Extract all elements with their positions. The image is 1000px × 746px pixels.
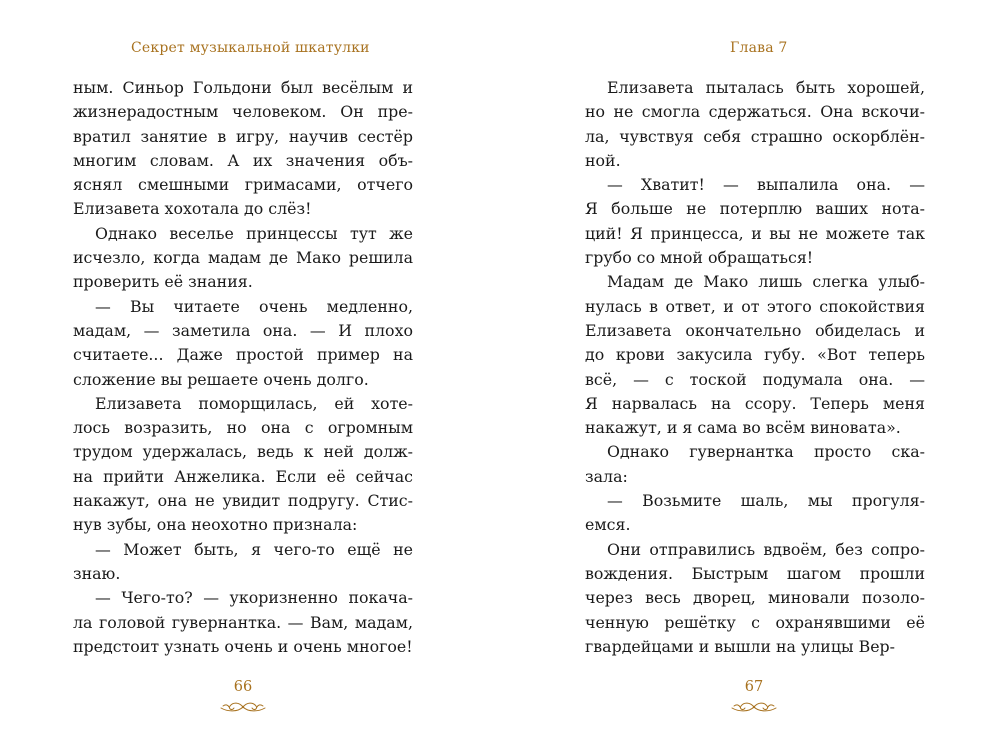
text-line: Елизавета окончательно обиделась и (585, 320, 925, 340)
text-line: всё, — с тоской подумала она. — (585, 369, 925, 389)
text-line: Однако веселье принцессы тут же (95, 223, 413, 243)
text-line: многим словам. А их значения объ- (73, 150, 413, 170)
text-line: Мадам де Мако лишь слегка улыб- (607, 272, 925, 292)
text-line: яснял смешными гримасами, отчего (73, 175, 413, 195)
text-line: знаю. (73, 563, 121, 583)
text-line: — Чего-то? — укоризненно покача- (95, 588, 413, 608)
text-line: грубо со мной обращаться! (585, 248, 814, 268)
text-line: считаете... Даже простой пример на (73, 345, 413, 365)
text-line: лось возразить, но она с огромным (73, 418, 413, 438)
flourish-ornament-icon (218, 700, 268, 714)
left-page-text (73, 76, 413, 659)
text-line: емся. (585, 515, 631, 535)
text-line: вождения. Быстрым шагом прошли (585, 563, 925, 583)
right-page-text (585, 76, 925, 659)
text-line: — Может быть, я чего-то ещё не (95, 539, 413, 559)
text-line: — Вы читаете очень медленно, (95, 296, 413, 316)
text-line: Однако гувернантка просто ска- (607, 442, 925, 462)
text-line: — Хватит! — выпалила она. — (607, 175, 925, 195)
text-line: гвардейцами и вышли на улицы Вер- (585, 636, 895, 656)
text-line: Я больше не потерплю ваших нота- (585, 199, 925, 219)
text-line: нулась в ответ, и от этого спокойствия (585, 296, 925, 316)
text-line: но не смогла сдержаться. Она вскочи- (585, 102, 925, 122)
text-line: на прийти Анжелика. Если её сейчас (73, 466, 413, 486)
text-line: Елизавета поморщилась, ей хоте- (95, 393, 413, 413)
text-line: накажут, она не увидит подругу. Стис- (73, 491, 413, 511)
page-number-left: 66 (233, 679, 253, 695)
text-line: исчезло, когда мадам де Мако решила (73, 248, 413, 268)
text-line: сложение вы решаете очень долго. (73, 369, 369, 389)
text-line: предстоит узнать очень и очень многое! (73, 636, 413, 656)
text-line: жизнерадостным человеком. Он пре- (73, 102, 413, 122)
text-line: ций! Я принцесса, и вы не можете так (585, 223, 925, 243)
text-line: ченную решётку с охранявшими её (585, 612, 925, 632)
text-line: Я нарвалась на ссору. Теперь меня (585, 393, 925, 413)
text-line: ла головой гувернантка. — Вам, мадам, (73, 612, 413, 632)
text-line: проверить её знания. (73, 272, 253, 292)
text-line: — Возьмите шаль, мы прогуля- (607, 491, 925, 511)
flourish-ornament-icon (729, 700, 779, 714)
running-header-chapter: Глава 7 (730, 40, 788, 56)
text-line: зала: (585, 466, 628, 486)
text-line: через весь дворец, миновали позоло- (585, 588, 925, 608)
text-line: Елизавета хохотала до слёз! (73, 199, 312, 219)
text-line: нув зубы, она неохотно признала: (73, 515, 358, 535)
text-line: трудом удержалась, ведь к ней долж- (73, 442, 413, 462)
text-line: вратил занятие в игру, научив сестёр (73, 126, 413, 146)
text-line: Они отправились вдвоём, без сопро- (607, 539, 925, 559)
text-line: до крови закусила губу. «Вот теперь (585, 345, 925, 365)
text-line: накажут, и я сама во всём виновата». (585, 418, 901, 438)
text-line: ла, чувствуя себя страшно оскорблён- (585, 126, 925, 146)
text-line: ным. Синьор Гольдони был весёлым и (73, 78, 413, 97)
running-header-book-title: Секрет музыкальной шкатулки (131, 40, 370, 56)
text-line: ной. (585, 150, 621, 170)
text-line: Елизавета пыталась быть хорошей, (607, 78, 925, 97)
right-page (500, 0, 1000, 746)
text-line: мадам, — заметила она. — И плохо (73, 320, 413, 340)
page-number-right: 67 (744, 679, 764, 695)
